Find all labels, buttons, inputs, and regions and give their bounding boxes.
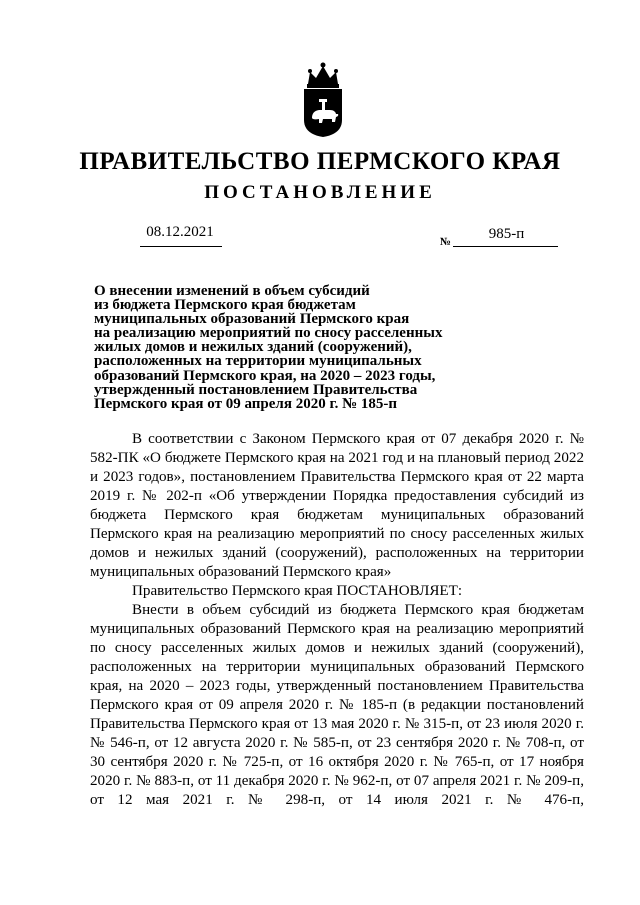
subject-line: утвержденный постановлением Правительства: [94, 381, 418, 398]
number-underline: [453, 246, 558, 247]
document-subject: [94, 284, 474, 411]
document-body: [90, 430, 584, 810]
body-paragraph-resolves: Правительство Пермского края ПОСТАНОВЛЯЕТ:: [132, 583, 463, 599]
document-type: ПОСТАНОВЛЕНИЕ: [204, 182, 436, 203]
government-title: ПРАВИТЕЛЬСТВО ПЕРМСКОГО КРАЯ: [79, 148, 561, 175]
coat-of-arms-icon: [298, 58, 348, 138]
subject-line: на реализацию мероприятий по сносу расселенных: [94, 325, 443, 342]
subject-line: жилых домов и нежилых зданий (сооружений),: [94, 339, 412, 356]
subject-line: О внесении изменений в объем субсидий: [94, 283, 370, 299]
subject-line: образований Пермского края, на 2020 – 2023 годы,: [94, 367, 436, 384]
number-sign: №: [440, 236, 452, 248]
body-paragraph-changes: Внести в объем субсидий из бюджета Пермского края бюджетам муниципальных образований Пермского края на реализацию мероприятий по сносу расселенных жилых домов и нежилых зданий (сооружений), расположенных на территории муниципальных образований Пермского края, на 2020 – 2023 годы, утвержденный постановлением Правительства Пермского края от 09 апреля 2020 г. № 185-п (в редакции постановлений Правительства Пермского края от 13 мая 2020 г. № 315-п, от 23 июля 2020 г. № 546-п, от 12 августа 2020 г. № 585-п, от 23 сентября 2020 г. № 708-п, от 30 сентября 2020 г. № 725-п, от 16 октября 2020 г. № 765-п, от 17 ноября 2020 г. № 883-п, от 11 декабря 2020 г. № 962-п, от 07 апреля 2021 г. № 209-п, от 12 мая 2021 г. № 298-п, от 14 июля 2021 г. № 476-п,: [90, 602, 584, 808]
date-underline: [140, 246, 222, 247]
subject-line: муниципальных образований Пермского края: [94, 311, 410, 328]
document-number: 985-п: [488, 226, 525, 242]
subject-line: из бюджета Пермского края бюджетам: [94, 297, 356, 314]
body-paragraph-preamble: В соответствии с Законом Пермского края от 07 декабря 2020 г. № 582-ПК «О бюджете Пермского края на 2021 год и на плановый период 2022 и 2023 годов», постановлением Правительства Пермского края от 22 марта 2019 г. № 202-п «Об утверждении Порядка предоставления субсидий из бюджета Пермского края бюджетам муниципальных образований Пермского края на реализацию мероприятий по сносу расселенных жилых домов и нежилых зданий (сооружений), расположенных на территории муниципальных образований Пермского края»: [90, 431, 584, 580]
document-date: 08.12.2021: [146, 224, 214, 240]
subject-line: Пермского края от 09 апреля 2020 г. № 185-п: [94, 395, 398, 412]
subject-line: расположенных на территории муниципальных: [94, 353, 422, 370]
